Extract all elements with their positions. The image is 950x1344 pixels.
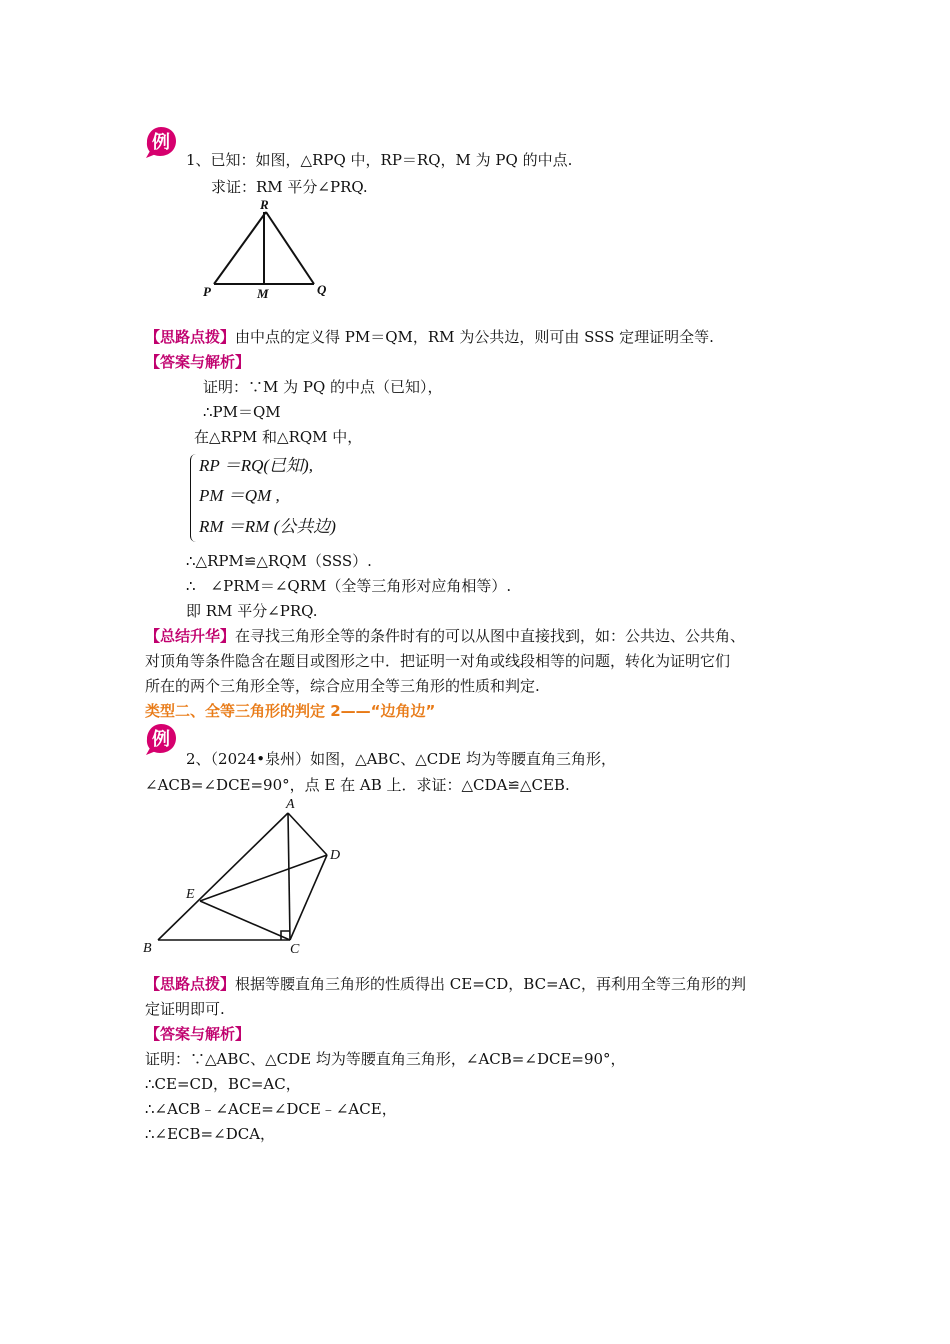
ex2-proof-line1: 证明：∵△ABC、△CDE 均为等腰直角三角形，∠ACB=∠DCE=90°， <box>145 1050 626 1068</box>
label-B: B <box>143 941 152 956</box>
ex2-answer-tag: 【答案与解析】 <box>145 1025 251 1043</box>
example-badge-icon <box>144 722 178 756</box>
example-badge-label: 例 <box>152 729 170 750</box>
section-title-type2: 类型二、全等三角形的判定 2——“边角边” <box>145 702 436 720</box>
label-C: C <box>290 942 300 957</box>
ex2-proof-line3: ∴∠ACB﹣∠ACE=∠DCE﹣∠ACE， <box>145 1100 397 1118</box>
triangle-rpq-figure <box>196 194 336 304</box>
label-A: A <box>286 797 295 812</box>
ex1-proof-line5: ∴ ∠PRM＝∠QRM（全等三角形对应角相等）. <box>186 577 512 595</box>
system-line1: RP ＝RQ(已知), <box>199 456 313 475</box>
label-P: P <box>203 284 211 299</box>
ex2-proof-line2: ∴CE=CD，BC=AC， <box>145 1075 301 1093</box>
ex1-question-line1: 1、已知：如图，△RPQ 中，RP＝RQ，M 为 PQ 的中点. <box>186 151 573 169</box>
ex1-proof-line6: 即 RM 平分∠PRQ. <box>186 602 318 620</box>
example-badge-label: 例 <box>152 132 170 153</box>
ex2-question-line1: 2、（2024•泉州）如图，△ABC、△CDE 均为等腰直角三角形， <box>186 750 616 768</box>
ex1-summary-line1: 【总结升华】在寻找三角形全等的条件时有的可以从图中直接找到，如：公共边、公共角、 <box>145 627 746 645</box>
ex1-proof-line4: ∴△RPM≌△RQM（SSS）. <box>186 552 372 570</box>
label-D: D <box>330 848 341 863</box>
ex2-question-line2: ∠ACB=∠DCE=90°，点 E 在 AB 上．求证：△CDA≌△CEB. <box>145 776 570 794</box>
ex1-proof-line1: 证明：∵M 为 PQ 的中点（已知）， <box>203 378 443 396</box>
system-line3: RM ＝RM (公共边) <box>199 517 336 536</box>
label-E: E <box>186 887 195 902</box>
label-M: M <box>257 286 269 301</box>
ex1-hint: 【思路点拨】由中点的定义得 PM＝QM，RM 为公共边，则可由 SSS 定理证明全等. <box>145 328 714 346</box>
ex1-summary-line2: 对顶角等条件隐含在题目或图形之中．把证明一对角或线段相等的问题，转化为证明它们 <box>145 652 731 670</box>
ex1-proof-line2: ∴PM＝QM <box>203 403 281 421</box>
ex2-hint-line1: 【思路点拨】根据等腰直角三角形的性质得出 CE=CD，BC=AC，再利用全等三角形的判 <box>145 975 746 993</box>
ex2-proof-line4: ∴∠ECB=∠DCA， <box>145 1125 276 1143</box>
triangles-abc-cde-figure <box>140 795 350 960</box>
ex1-answer-tag: 【答案与解析】 <box>145 353 251 371</box>
system-line2: PM ＝QM , <box>199 486 280 505</box>
ex1-question-line2: 求证：RM 平分∠PRQ. <box>211 178 368 196</box>
system-brace <box>190 454 197 542</box>
ex1-summary-line3: 所在的两个三角形全等，综合应用全等三角形的性质和判定. <box>145 677 540 695</box>
ex2-hint-line2: 定证明即可. <box>145 1000 225 1018</box>
example-badge-icon <box>144 125 178 159</box>
ex1-proof-line3: 在△RPM 和△RQM 中， <box>194 428 363 446</box>
label-R: R <box>260 197 269 212</box>
label-Q: Q <box>317 282 327 297</box>
